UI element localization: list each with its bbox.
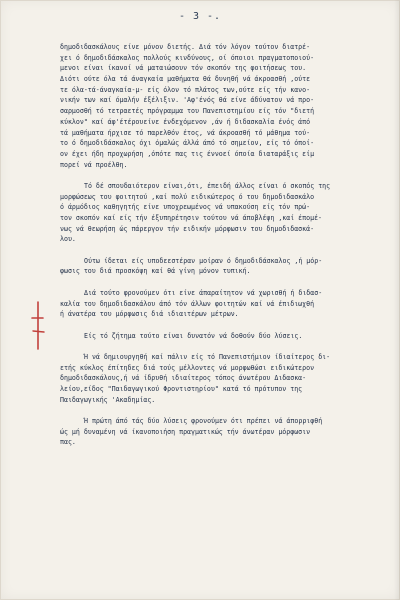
text-line: ετής κύκλος έπίτηδες διά τούς μέλλοντες νά μορφωθώσι ειδικώτερον <box>60 363 315 372</box>
text-line: μενοι είναι ίκανοί νά ματαιώσουν τόν σκοπόν της φοιτήσεως του. <box>60 64 307 73</box>
text-line: χει ό δημοδιδάσκαλος πολλούς κινδύνους, οί όποιοι πραγματοποιού- <box>60 53 315 62</box>
text-line: φωσις του διά προσκόψη καί θά γίνη μόνον τυπική. <box>60 267 251 276</box>
text-line: σαρμοσθή τό τετραετές πρόγραμμα του Πανεπιστημίου είς τόν "διετή <box>60 107 315 116</box>
text-line: ον έχει ήδη προχωρήση ,όπότε πας τις έννοεί όποία διαταράξις είμ <box>60 149 315 158</box>
text-line: Ή νά δημιουργηθή καί πάλιν είς τό Πανεπιστήμιον ίδιαίτερος δι- <box>84 352 331 361</box>
text-line: μορφώσεως του φοιτητού ,καί πολύ ειδικώτερος ό του δημοδιδασκάλο <box>60 192 315 201</box>
text-line: δημοδιδασκάλους είνε μόνον διετής. Διά τόν λόγον τούτον διατρέ- <box>60 43 311 51</box>
text-line: ό άρμόδιος καθηγητής είνε υποχρεωμένος νά υπακούση είς τόν πρώ- <box>60 203 311 212</box>
text-line: ώς μή δυναμένη νά ίκανοποιήση πραγματικώς τήν άνωτέραν μόρφωσιν <box>60 427 311 436</box>
text-line: νως νά θεωρήση ώς πάρεργον τήν ειδικήν μόρφωσιν του δημοδιδασκά- <box>60 224 315 233</box>
text-line: Ή πρώτη άπό τάς δύο λύσεις φρονούμεν ότι πρέπει νά άπορριφθή <box>84 417 323 426</box>
paragraph-gap <box>60 245 396 256</box>
paragraph-gap <box>60 277 396 288</box>
paragraph-gap <box>60 405 396 416</box>
text-line: Ούτω ίδεται είς υποδεεστέραν μοίραν ό δημοδιδάσκαλος ,ή μόρ- <box>84 256 323 265</box>
paragraph-gap <box>60 341 396 352</box>
text-line: τά μαθήματα ήρχισε τό παρελθόν έτος, νά άκροασθή τό μάθημα τού- <box>60 128 311 137</box>
text-line: τον σκοπόν καί είς τήν έξυπηρέτησιν τούτου νά άποβλέψη ,καί έπομέ- <box>60 214 323 222</box>
text-line: πας. <box>60 438 76 447</box>
text-line: Διά τούτο φρονούμεν ότι είνε άπαραίτητον νά χωρισθή ή διδασ- <box>84 288 323 297</box>
text-line: λείου,είδος "Παιδαγωγικού Φροντιστηρίου" κατά τό πρότυπον της <box>60 385 303 393</box>
paragraph-gap <box>60 320 396 331</box>
text-line: Είς τό ζήτημα τούτο είναι δυνατόν νά δοθούν δύο λύσεις. <box>84 331 303 340</box>
text-line: δημοδιδασκάλους,ή νά ίδρυθή ιδιαίτερος τόπος άνωτέρου Διδασκα- <box>60 374 307 383</box>
text-line: καλία του δημοδιδασκάλου άπό τόν άλλων φοιτητών καί νά έπιδιωχθή <box>60 299 315 308</box>
text-line: Διότι ούτε όλα τά άναγκαία μαθήματα θά δυνηθή νά άκροασθή ,ούτε <box>60 75 311 84</box>
text-line: ή άνατέρα του μόρφωσις διά ιδιαιτέρων μέτρων. <box>60 310 239 319</box>
paragraph-gap <box>60 170 396 181</box>
text-line: πορεί νά προέλθη. <box>60 160 128 169</box>
page-number: - 3 -. <box>178 11 222 22</box>
text-line: λου. <box>60 235 76 244</box>
text-line: Τό δέ σπουδαιότερον είναι,ότι, έπειδή άλλος είναι ό σκοπός της <box>84 181 331 190</box>
text-line: τε όλα-τά-άναγκαία-μ- είς όλον τό πλάτος των,ούτε είς τήν κανο- <box>60 85 311 94</box>
body-text <box>60 42 396 448</box>
text-line: το ό δημοδιδάσκαλος όχι όμαλώς άλλά άπό τό σημείον, είς τό όποί- <box>60 139 315 148</box>
text-line: κύκλον" καί άφ'έτέρουείνε ένδεχόμενον ,άν ή διδασκαλία ένός άπό <box>60 117 311 126</box>
text-line: Παιδαγωγικής 'Ακαδημίας. <box>60 395 156 404</box>
text-line: νικήν των καί όμαλήν έξέλιξιν. 'Αφ'ένός θά είνε άδύνατον νά προ- <box>60 96 315 105</box>
